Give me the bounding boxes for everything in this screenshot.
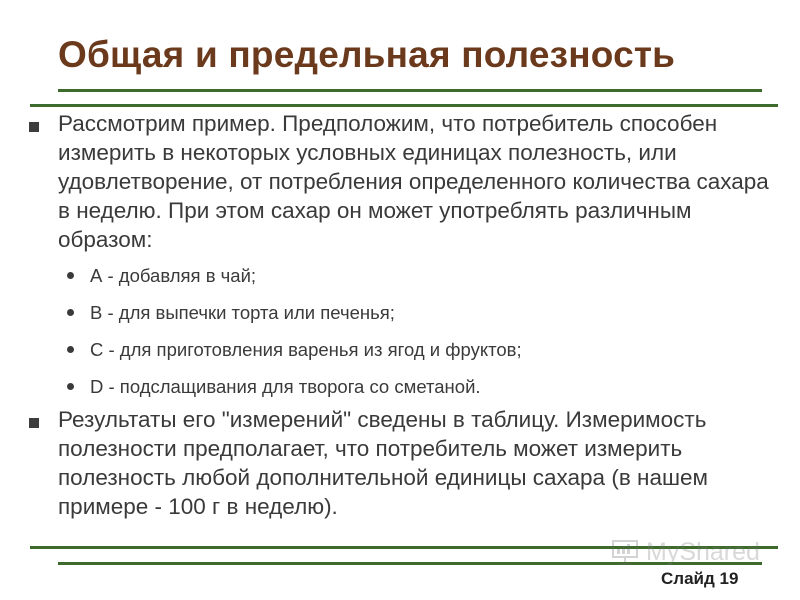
- title-rule-lower: [30, 104, 778, 107]
- title-rule-upper: [58, 89, 762, 92]
- watermark-logo: [610, 535, 770, 569]
- sub-bullet-dot-icon: [67, 383, 74, 390]
- bullet-paragraph-1: Рассмотрим пример. Предположим, что потребитель способен измерить в некоторых условных единицах полезность, или удовлетворение, от потребления определенного количества сахара в неделю. При этом сахар он может употреблять различным образом:: [58, 111, 769, 252]
- presentation-board-icon: [610, 537, 640, 567]
- bullet-paragraph-2: Результаты его "измерений" сведены в таблицу. Измеримость полезности предполагает, что потребитель может измерить полезность любой дополнительной единицы сахара (в нашем примере - 100 г в неделю).: [58, 407, 708, 519]
- sub-bullet-dot-icon: [67, 309, 74, 316]
- sub-bullet-dot-icon: [67, 272, 74, 279]
- sub-item-a: А - добавляя в чай;: [90, 265, 257, 286]
- sub-item-d: D - подслащивания для творога со сметаной.: [90, 376, 481, 397]
- bullet-square-icon: [29, 418, 39, 428]
- watermark-text: MyShared: [646, 537, 760, 566]
- sub-item-b: В - для выпечки торта или печенья;: [90, 302, 395, 323]
- sub-bullet-dot-icon: [67, 346, 74, 353]
- slide-number: Слайд 19: [661, 569, 739, 588]
- sub-item-c: С - для приготовления варенья из ягод и фруктов;: [90, 339, 522, 360]
- slide-title: Общая и предельная полезность: [58, 34, 676, 75]
- bullet-square-icon: [29, 122, 39, 132]
